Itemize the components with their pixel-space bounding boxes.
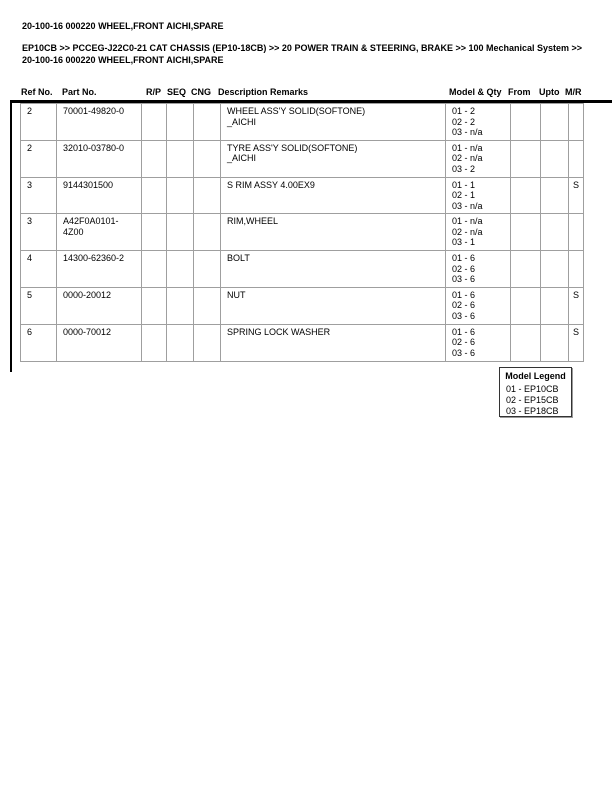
parts-table-body (21, 104, 584, 362)
cell-description: SPRING LOCK WASHER (221, 324, 446, 361)
cell-ref-no: 2 (21, 104, 57, 141)
cell-cng (194, 287, 221, 324)
cell-model-qty: 01 - 2 02 - 2 03 - n/a (446, 104, 511, 141)
cell-ref-no: 4 (21, 251, 57, 288)
cell-upto (541, 140, 569, 177)
cell-ref-no: 6 (21, 324, 57, 361)
cell-upto (541, 104, 569, 141)
cell-cng (194, 324, 221, 361)
cell-description: S RIM ASSY 4.00EX9 (221, 177, 446, 214)
cell-from (511, 214, 541, 251)
cell-part-no: 0000-20012 (57, 287, 142, 324)
cell-seq (167, 251, 194, 288)
cell-mr: S (569, 324, 584, 361)
cell-model-qty: 01 - n/a 02 - n/a 03 - 1 (446, 214, 511, 251)
model-legend-item: 01 - EP10CB (506, 384, 559, 394)
column-header-part-no: Part No. (62, 87, 97, 97)
cell-cng (194, 140, 221, 177)
cell-from (511, 324, 541, 361)
cell-description: RIM,WHEEL (221, 214, 446, 251)
cell-upto (541, 251, 569, 288)
cell-seq (167, 214, 194, 251)
cell-rp (142, 287, 167, 324)
cell-seq (167, 324, 194, 361)
cell-model-qty: 01 - 6 02 - 6 03 - 6 (446, 287, 511, 324)
table-column-headers (0, 87, 612, 99)
column-header-rp: R/P (146, 87, 162, 97)
model-legend (499, 367, 572, 417)
cell-mr (569, 214, 584, 251)
column-header-description: Description Remarks (218, 87, 309, 97)
cell-model-qty: 01 - 1 02 - 1 03 - n/a (446, 177, 511, 214)
column-header-seq: SEQ (167, 87, 187, 97)
cell-description: TYRE ASS'Y SOLID(SOFTONE) _AICHI (221, 140, 446, 177)
table-row (21, 104, 584, 141)
cell-mr (569, 104, 584, 141)
cell-from (511, 104, 541, 141)
cell-rp (142, 140, 167, 177)
cell-seq (167, 287, 194, 324)
column-header-upto: Upto (539, 87, 560, 97)
table-row (21, 140, 584, 177)
column-header-from: From (508, 87, 531, 97)
model-legend-item: 02 - EP15CB (506, 395, 559, 405)
cell-rp (142, 177, 167, 214)
table-row (21, 177, 584, 214)
cell-model-qty: 01 - 6 02 - 6 03 - 6 (446, 324, 511, 361)
table-row (21, 214, 584, 251)
cell-part-no: 9144301500 (57, 177, 142, 214)
breadcrumb: EP10CB >> PCCEG-J22C0-21 CAT CHASSIS (EP10-18CB) >> 20 POWER TRAIN & STEERING, BRAKE >> 100 Mechanical System >> 20-100-16 000220 WHEEL,FRONT AICHI,SPARE (22, 43, 583, 65)
cell-part-no: 32010-03780-0 (57, 140, 142, 177)
cell-upto (541, 324, 569, 361)
page-title: 20-100-16 000220 WHEEL,FRONT AICHI,SPARE (22, 21, 224, 31)
column-header-cng: CNG (191, 87, 211, 97)
cell-rp (142, 214, 167, 251)
left-margin-rule (10, 100, 12, 372)
cell-seq (167, 104, 194, 141)
column-header-ref-no: Ref No. (21, 87, 53, 97)
cell-part-no: 14300-62360-2 (57, 251, 142, 288)
cell-part-no: 0000-70012 (57, 324, 142, 361)
cell-cng (194, 214, 221, 251)
cell-description: WHEEL ASS'Y SOLID(SOFTONE) _AICHI (221, 104, 446, 141)
cell-mr (569, 140, 584, 177)
cell-part-no: A42F0A0101-4Z00 (57, 214, 142, 251)
cell-ref-no: 2 (21, 140, 57, 177)
cell-cng (194, 251, 221, 288)
cell-model-qty: 01 - n/a 02 - n/a 03 - 2 (446, 140, 511, 177)
cell-from (511, 140, 541, 177)
cell-from (511, 251, 541, 288)
cell-from (511, 177, 541, 214)
model-legend-item: 03 - EP18CB (506, 406, 559, 416)
cell-seq (167, 140, 194, 177)
cell-rp (142, 251, 167, 288)
table-row (21, 287, 584, 324)
cell-ref-no: 3 (21, 177, 57, 214)
cell-ref-no: 5 (21, 287, 57, 324)
cell-description: BOLT (221, 251, 446, 288)
cell-part-no: 70001-49820-0 (57, 104, 142, 141)
cell-upto (541, 214, 569, 251)
parts-table (20, 103, 584, 362)
cell-seq (167, 177, 194, 214)
cell-from (511, 287, 541, 324)
cell-cng (194, 177, 221, 214)
cell-description: NUT (221, 287, 446, 324)
cell-ref-no: 3 (21, 214, 57, 251)
column-header-mr: M/R (565, 87, 582, 97)
cell-mr (569, 251, 584, 288)
cell-rp (142, 104, 167, 141)
cell-mr: S (569, 287, 584, 324)
cell-upto (541, 177, 569, 214)
model-legend-items (500, 384, 571, 417)
cell-mr: S (569, 177, 584, 214)
cell-rp (142, 324, 167, 361)
table-row (21, 251, 584, 288)
cell-cng (194, 104, 221, 141)
table-row (21, 324, 584, 361)
cell-upto (541, 287, 569, 324)
model-legend-title: Model Legend (505, 371, 566, 381)
column-header-model-qty: Model & Qty (449, 87, 502, 97)
cell-model-qty: 01 - 6 02 - 6 03 - 6 (446, 251, 511, 288)
